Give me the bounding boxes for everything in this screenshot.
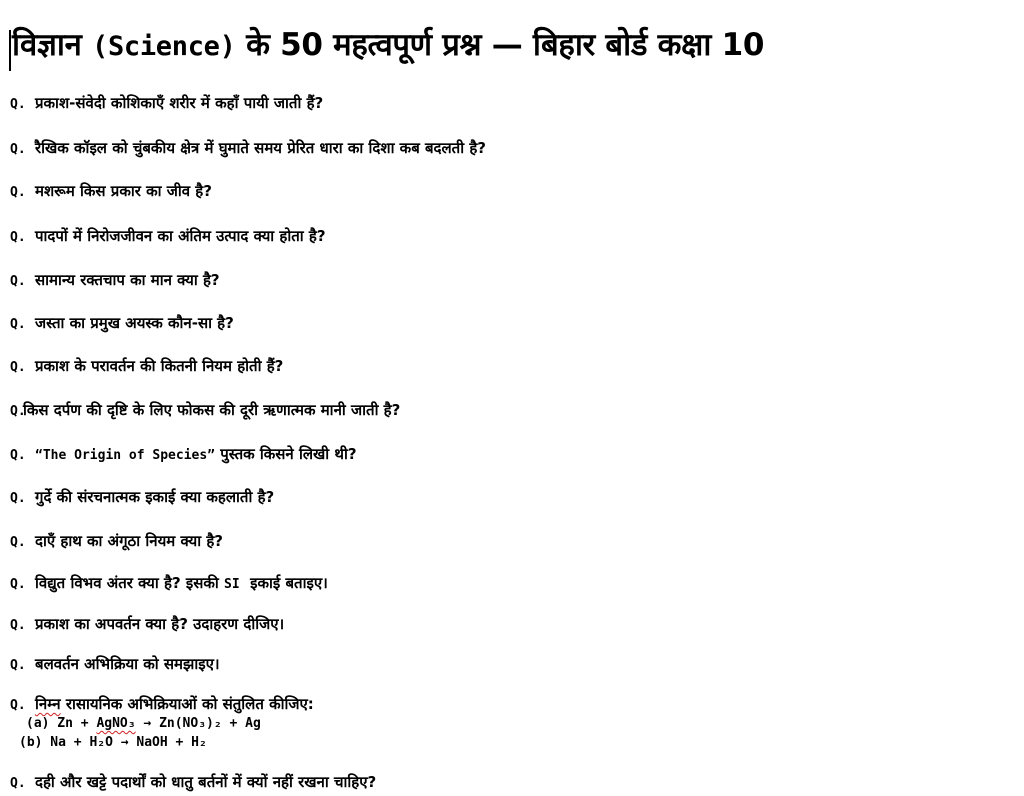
- question-marker: Q.: [10, 535, 26, 550]
- question-12: [10, 572, 328, 596]
- question-14: [10, 653, 220, 677]
- question-15: [10, 693, 314, 717]
- question-marker: Q.: [10, 618, 26, 633]
- question-marker: Q.: [10, 776, 26, 791]
- reaction-a: [26, 715, 261, 733]
- question-text: पुस्तक किसने लिखी थी?: [215, 445, 357, 463]
- question-marker: Q.: [10, 317, 26, 332]
- book-title: “The Origin of Species”: [35, 448, 216, 463]
- reaction-a-prefix: (a) Zn +: [26, 716, 97, 731]
- question-3: [10, 180, 212, 204]
- question-marker: Q.: [10, 577, 26, 592]
- title-english-subject: (Science): [91, 31, 236, 62]
- question-marker: Q.: [10, 360, 26, 375]
- question-7: [10, 355, 283, 379]
- si-unit-abbr: SI: [224, 577, 240, 592]
- question-marker: Q.: [10, 491, 26, 506]
- question-marker: Q.: [10, 97, 26, 112]
- question-5: [10, 269, 220, 293]
- question-11: [10, 530, 223, 554]
- question-2: [10, 137, 486, 161]
- question-text: पादपों में निरोजजीवन का अंतिम उत्पाद क्या होता है?: [35, 227, 326, 245]
- question-text: गुर्दे की संरचनात्मक इकाई क्या कहलाती है?: [35, 488, 275, 506]
- text-cursor: [9, 30, 11, 71]
- question-marker: Q.: [10, 698, 26, 713]
- question-marker: Q.: [10, 404, 26, 419]
- question-16: [10, 771, 376, 795]
- question-text: प्रकाश-संवेदी कोशिकाएँ शरीर में कहाँ पायी जाती हैं?: [35, 94, 324, 112]
- question-text: विद्युत विभव अंतर क्या है? इसकी: [35, 574, 225, 592]
- question-marker: Q.: [10, 274, 26, 289]
- question-marker: Q.: [10, 230, 26, 245]
- question-text: सामान्य रक्तचाप का मान क्या है?: [35, 271, 220, 289]
- question-8: [10, 399, 400, 423]
- question-text: प्रकाश का अपवर्तन क्या है? उदाहरण दीजिए।: [35, 615, 285, 633]
- question-text: दही और खट्टे पदार्थों को धातु बर्तनों में क्यों नहीं रखना चाहिए?: [35, 773, 377, 791]
- title-rest: के 50 महत्वपूर्ण प्रश्न — बिहार बोर्ड कक्षा 10: [246, 27, 765, 63]
- question-text: बलवर्तन अभिक्रिया को समझाइए।: [35, 655, 220, 673]
- page-title: [12, 24, 764, 68]
- question-10: [10, 486, 274, 510]
- reaction-a-misspelled: AgNO₃: [96, 716, 136, 731]
- question-marker: Q.: [10, 448, 26, 463]
- question-13: [10, 613, 284, 637]
- question-4: [10, 225, 326, 249]
- title-hindi-subject: विज्ञान: [12, 27, 82, 63]
- question-marker: Q.: [10, 658, 26, 673]
- question-marker: Q.: [10, 185, 26, 200]
- question-text: जस्ता का प्रमुख अयस्क कौन-सा है?: [35, 314, 234, 332]
- question-9: [10, 443, 357, 467]
- question-text: प्रकाश के परावर्तन की कितनी नियम होती हैं?: [35, 357, 284, 375]
- question-text: रैखिक कॉइल को चुंबकीय क्षेत्र में घुमाते समय प्रेरित धारा का दिशा कब बदलती है?: [35, 139, 487, 157]
- question-text-end: इकाई बताइए।: [239, 574, 328, 592]
- question-text: किस दर्पण की दृष्टि के लिए फोकस की दूरी ऋणात्मक मानी जाती है?: [23, 401, 401, 419]
- misspelled-word: निम्न: [35, 695, 61, 713]
- question-1: [10, 92, 323, 116]
- reaction-a-rest: → Zn(NO₃)₂ + Ag: [135, 716, 261, 731]
- reaction-b: (b) Na + H₂O → NaOH + H₂: [19, 735, 207, 750]
- question-text: दाएँ हाथ का अंगूठा नियम क्या है?: [35, 532, 223, 550]
- question-6: [10, 312, 234, 336]
- question-marker: Q.: [10, 142, 26, 157]
- question-text: रासायनिक अभिक्रियाओं को संतुलित कीजिए:: [60, 695, 314, 713]
- question-text: मशरूम किस प्रकार का जीव है?: [35, 182, 212, 200]
